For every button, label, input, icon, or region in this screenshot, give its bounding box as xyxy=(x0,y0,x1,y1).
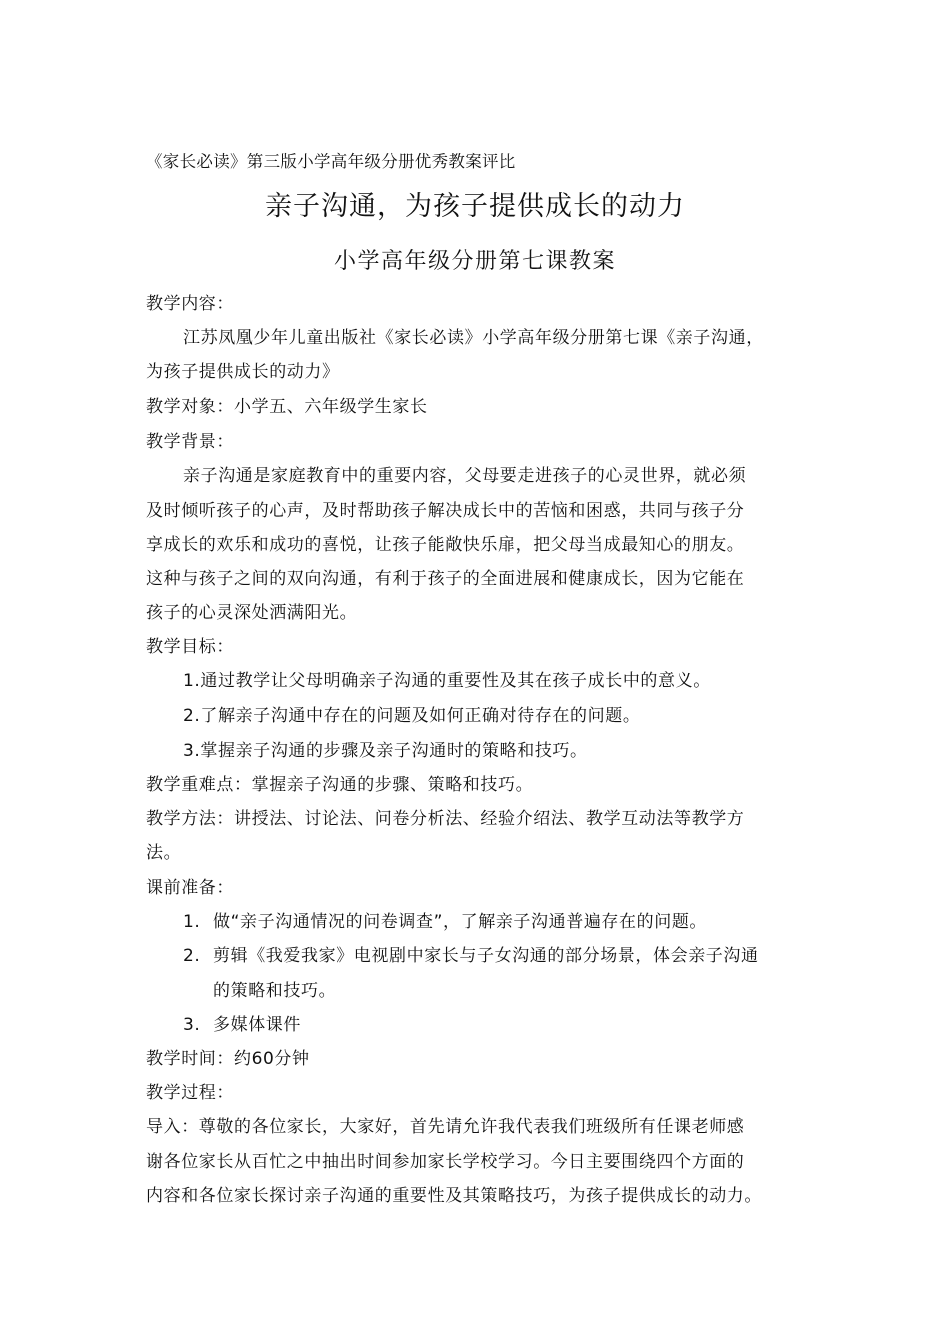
process-label: 教学过程： xyxy=(146,1083,234,1103)
process-line: 谢各位家长从百忙之中抽出时间参加家长学校学习。今日主要围绕四个方面的 xyxy=(146,1152,745,1172)
background-line: 这种与孩子之间的双向沟通，有利于孩子的全面进展和健康成长，因为它能在 xyxy=(146,569,745,589)
prep-item xyxy=(183,941,759,966)
lesson-subtitle: 小学高年级分册第七课教案 xyxy=(333,249,616,274)
lesson-title: 亲子沟通，为孩子提供成长的动力 xyxy=(265,191,685,222)
time-line: 教学时间：约60分钟 xyxy=(146,1049,310,1069)
prep-item-text: 剪辑《我爱我家》电视剧中家长与子女沟通的部分场景，体会亲子沟通 xyxy=(213,946,759,966)
background-line: 孩子的心灵深处洒满阳光。 xyxy=(146,603,358,623)
background-label: 教学背景： xyxy=(146,432,234,452)
prep-item xyxy=(183,1010,301,1035)
goal-item: 3.掌握亲子沟通的步骤及亲子沟通时的策略和技巧。 xyxy=(183,741,588,761)
content-label: 教学内容： xyxy=(146,294,234,314)
prep-item-number: 3. xyxy=(183,1015,201,1035)
prep-item-continuation: 的策略和技巧。 xyxy=(213,981,337,1001)
prep-label: 课前准备： xyxy=(146,878,234,898)
prep-item-text: 做“亲子沟通情况的问卷调查”，了解亲子沟通普遍存在的问题。 xyxy=(213,912,708,932)
background-line: 及时倾听孩子的心声，及时帮助孩子解决成长中的苦恼和困惑，共同与孩子分 xyxy=(146,501,745,521)
background-line: 亲子沟通是家庭教育中的重要内容，父母要走进孩子的心灵世界，就必须 xyxy=(183,466,747,486)
methods-line: 教学方法：讲授法、讨论法、问卷分析法、经验介绍法、教学互动法等教学方 xyxy=(146,809,745,829)
prep-item xyxy=(183,907,707,932)
goal-item: 1.通过教学让父母明确亲子沟通的重要性及其在孩子成长中的意义。 xyxy=(183,671,711,691)
goal-item: 2.了解亲子沟通中存在的问题及如何正确对待存在的问题。 xyxy=(183,706,641,726)
audience-line: 教学对象：小学五、六年级学生家长 xyxy=(146,397,428,417)
prep-item-text: 多媒体课件 xyxy=(213,1015,301,1035)
process-line: 导入：尊敬的各位家长，大家好，首先请允许我代表我们班级所有任课老师感 xyxy=(146,1117,745,1137)
background-line: 享成长的欢乐和成功的喜悦，让孩子能敞快乐扉，把父母当成最知心的朋友。 xyxy=(146,535,745,555)
key-points-line: 教学重难点：掌握亲子沟通的步骤、策略和技巧。 xyxy=(146,775,534,795)
competition-header: 《家长必读》第三版小学高年级分册优秀教案评比 xyxy=(146,152,516,171)
process-line: 内容和各位家长探讨亲子沟通的重要性及其策略技巧，为孩子提供成长的动力。 xyxy=(146,1186,762,1206)
prep-item-number: 1. xyxy=(183,912,201,932)
methods-line: 法。 xyxy=(146,843,182,863)
content-line: 为孩子提供成长的动力》 xyxy=(146,362,340,382)
content-line: 江苏凤凰少年儿童出版社《家长必读》小学高年级分册第七课《亲子沟通， xyxy=(183,328,764,348)
goals-label: 教学目标： xyxy=(146,637,234,657)
prep-item-number: 2. xyxy=(183,946,201,966)
